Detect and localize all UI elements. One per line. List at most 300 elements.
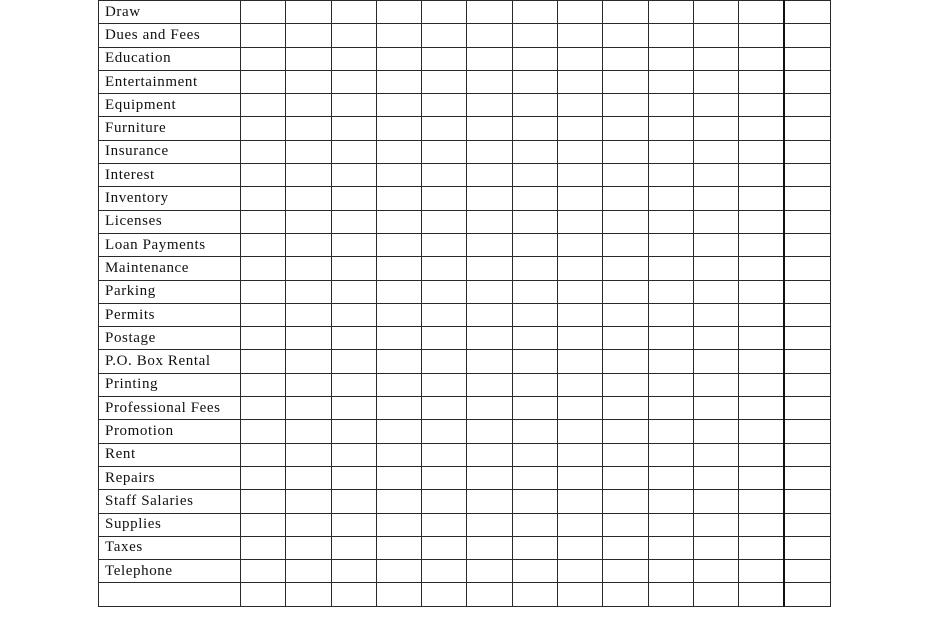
month-amount-cell[interactable] — [467, 164, 512, 187]
month-amount-cell[interactable] — [286, 373, 331, 396]
total-amount-cell[interactable] — [784, 187, 830, 210]
month-amount-cell[interactable] — [376, 490, 421, 513]
month-amount-cell[interactable] — [241, 303, 286, 326]
month-amount-cell[interactable] — [467, 24, 512, 47]
month-amount-cell[interactable] — [422, 70, 467, 93]
month-amount-cell[interactable] — [693, 70, 738, 93]
month-amount-cell[interactable] — [603, 164, 648, 187]
month-amount-cell[interactable] — [331, 513, 376, 536]
month-amount-cell[interactable] — [422, 303, 467, 326]
month-amount-cell[interactable] — [241, 187, 286, 210]
total-amount-cell[interactable] — [784, 164, 830, 187]
month-amount-cell[interactable] — [512, 397, 557, 420]
month-amount-cell[interactable] — [331, 233, 376, 256]
month-amount-cell[interactable] — [603, 280, 648, 303]
month-amount-cell[interactable] — [422, 373, 467, 396]
month-amount-cell[interactable] — [422, 187, 467, 210]
month-amount-cell[interactable] — [739, 24, 784, 47]
month-amount-cell[interactable] — [512, 257, 557, 280]
month-amount-cell[interactable] — [286, 24, 331, 47]
month-amount-cell[interactable] — [331, 583, 376, 606]
month-amount-cell[interactable] — [331, 257, 376, 280]
month-amount-cell[interactable] — [331, 420, 376, 443]
month-amount-cell[interactable] — [693, 420, 738, 443]
month-amount-cell[interactable] — [693, 257, 738, 280]
month-amount-cell[interactable] — [739, 94, 784, 117]
month-amount-cell[interactable] — [376, 303, 421, 326]
month-amount-cell[interactable] — [648, 140, 693, 163]
month-amount-cell[interactable] — [693, 583, 738, 606]
month-amount-cell[interactable] — [648, 420, 693, 443]
month-amount-cell[interactable] — [286, 536, 331, 559]
month-amount-cell[interactable] — [739, 257, 784, 280]
month-amount-cell[interactable] — [739, 327, 784, 350]
month-amount-cell[interactable] — [603, 187, 648, 210]
month-amount-cell[interactable] — [467, 257, 512, 280]
month-amount-cell[interactable] — [603, 327, 648, 350]
month-amount-cell[interactable] — [286, 303, 331, 326]
month-amount-cell[interactable] — [467, 280, 512, 303]
month-amount-cell[interactable] — [558, 466, 603, 489]
month-amount-cell[interactable] — [558, 210, 603, 233]
month-amount-cell[interactable] — [558, 560, 603, 583]
total-amount-cell[interactable] — [784, 233, 830, 256]
month-amount-cell[interactable] — [693, 536, 738, 559]
month-amount-cell[interactable] — [512, 70, 557, 93]
month-amount-cell[interactable] — [739, 513, 784, 536]
month-amount-cell[interactable] — [603, 94, 648, 117]
month-amount-cell[interactable] — [693, 350, 738, 373]
month-amount-cell[interactable] — [603, 47, 648, 70]
month-amount-cell[interactable] — [739, 350, 784, 373]
month-amount-cell[interactable] — [286, 583, 331, 606]
month-amount-cell[interactable] — [603, 1, 648, 24]
month-amount-cell[interactable] — [376, 1, 421, 24]
month-amount-cell[interactable] — [739, 536, 784, 559]
month-amount-cell[interactable] — [467, 210, 512, 233]
month-amount-cell[interactable] — [512, 1, 557, 24]
month-amount-cell[interactable] — [241, 466, 286, 489]
month-amount-cell[interactable] — [603, 70, 648, 93]
total-amount-cell[interactable] — [784, 70, 830, 93]
month-amount-cell[interactable] — [648, 70, 693, 93]
month-amount-cell[interactable] — [376, 47, 421, 70]
month-amount-cell[interactable] — [693, 233, 738, 256]
total-amount-cell[interactable] — [784, 47, 830, 70]
month-amount-cell[interactable] — [739, 210, 784, 233]
month-amount-cell[interactable] — [739, 373, 784, 396]
month-amount-cell[interactable] — [739, 187, 784, 210]
month-amount-cell[interactable] — [467, 187, 512, 210]
month-amount-cell[interactable] — [739, 466, 784, 489]
month-amount-cell[interactable] — [558, 536, 603, 559]
month-amount-cell[interactable] — [512, 513, 557, 536]
month-amount-cell[interactable] — [286, 513, 331, 536]
month-amount-cell[interactable] — [558, 140, 603, 163]
month-amount-cell[interactable] — [467, 140, 512, 163]
month-amount-cell[interactable] — [376, 443, 421, 466]
month-amount-cell[interactable] — [331, 443, 376, 466]
month-amount-cell[interactable] — [376, 420, 421, 443]
month-amount-cell[interactable] — [241, 94, 286, 117]
month-amount-cell[interactable] — [331, 1, 376, 24]
month-amount-cell[interactable] — [422, 280, 467, 303]
month-amount-cell[interactable] — [648, 257, 693, 280]
month-amount-cell[interactable] — [512, 47, 557, 70]
month-amount-cell[interactable] — [648, 164, 693, 187]
month-amount-cell[interactable] — [376, 466, 421, 489]
total-amount-cell[interactable] — [784, 373, 830, 396]
month-amount-cell[interactable] — [241, 443, 286, 466]
month-amount-cell[interactable] — [241, 397, 286, 420]
month-amount-cell[interactable] — [512, 490, 557, 513]
month-amount-cell[interactable] — [422, 350, 467, 373]
month-amount-cell[interactable] — [603, 560, 648, 583]
month-amount-cell[interactable] — [512, 187, 557, 210]
month-amount-cell[interactable] — [558, 583, 603, 606]
month-amount-cell[interactable] — [603, 350, 648, 373]
total-amount-cell[interactable] — [784, 24, 830, 47]
total-amount-cell[interactable] — [784, 513, 830, 536]
month-amount-cell[interactable] — [422, 210, 467, 233]
month-amount-cell[interactable] — [648, 303, 693, 326]
month-amount-cell[interactable] — [603, 210, 648, 233]
month-amount-cell[interactable] — [331, 373, 376, 396]
total-amount-cell[interactable] — [784, 420, 830, 443]
month-amount-cell[interactable] — [286, 70, 331, 93]
month-amount-cell[interactable] — [603, 583, 648, 606]
month-amount-cell[interactable] — [739, 47, 784, 70]
month-amount-cell[interactable] — [376, 536, 421, 559]
month-amount-cell[interactable] — [422, 490, 467, 513]
month-amount-cell[interactable] — [467, 560, 512, 583]
month-amount-cell[interactable] — [422, 117, 467, 140]
month-amount-cell[interactable] — [286, 140, 331, 163]
month-amount-cell[interactable] — [286, 560, 331, 583]
month-amount-cell[interactable] — [422, 94, 467, 117]
month-amount-cell[interactable] — [331, 280, 376, 303]
month-amount-cell[interactable] — [693, 327, 738, 350]
month-amount-cell[interactable] — [286, 164, 331, 187]
month-amount-cell[interactable] — [286, 443, 331, 466]
month-amount-cell[interactable] — [648, 24, 693, 47]
month-amount-cell[interactable] — [558, 303, 603, 326]
month-amount-cell[interactable] — [331, 117, 376, 140]
total-amount-cell[interactable] — [784, 117, 830, 140]
month-amount-cell[interactable] — [422, 420, 467, 443]
month-amount-cell[interactable] — [241, 490, 286, 513]
month-amount-cell[interactable] — [331, 164, 376, 187]
month-amount-cell[interactable] — [648, 327, 693, 350]
month-amount-cell[interactable] — [331, 210, 376, 233]
month-amount-cell[interactable] — [241, 47, 286, 70]
month-amount-cell[interactable] — [739, 397, 784, 420]
month-amount-cell[interactable] — [739, 164, 784, 187]
month-amount-cell[interactable] — [648, 397, 693, 420]
month-amount-cell[interactable] — [739, 117, 784, 140]
month-amount-cell[interactable] — [422, 140, 467, 163]
month-amount-cell[interactable] — [376, 350, 421, 373]
total-amount-cell[interactable] — [784, 397, 830, 420]
month-amount-cell[interactable] — [512, 583, 557, 606]
total-amount-cell[interactable] — [784, 1, 830, 24]
total-amount-cell[interactable] — [784, 210, 830, 233]
total-amount-cell[interactable] — [784, 536, 830, 559]
month-amount-cell[interactable] — [331, 466, 376, 489]
month-amount-cell[interactable] — [376, 164, 421, 187]
month-amount-cell[interactable] — [648, 117, 693, 140]
month-amount-cell[interactable] — [558, 47, 603, 70]
total-amount-cell[interactable] — [784, 350, 830, 373]
month-amount-cell[interactable] — [422, 164, 467, 187]
month-amount-cell[interactable] — [286, 350, 331, 373]
total-amount-cell[interactable] — [784, 94, 830, 117]
month-amount-cell[interactable] — [331, 303, 376, 326]
month-amount-cell[interactable] — [241, 1, 286, 24]
month-amount-cell[interactable] — [241, 583, 286, 606]
month-amount-cell[interactable] — [693, 1, 738, 24]
month-amount-cell[interactable] — [376, 233, 421, 256]
month-amount-cell[interactable] — [512, 164, 557, 187]
month-amount-cell[interactable] — [739, 233, 784, 256]
month-amount-cell[interactable] — [693, 560, 738, 583]
month-amount-cell[interactable] — [648, 443, 693, 466]
month-amount-cell[interactable] — [286, 397, 331, 420]
month-amount-cell[interactable] — [467, 350, 512, 373]
month-amount-cell[interactable] — [286, 187, 331, 210]
month-amount-cell[interactable] — [693, 513, 738, 536]
month-amount-cell[interactable] — [376, 187, 421, 210]
month-amount-cell[interactable] — [648, 583, 693, 606]
month-amount-cell[interactable] — [422, 327, 467, 350]
month-amount-cell[interactable] — [331, 397, 376, 420]
month-amount-cell[interactable] — [376, 257, 421, 280]
month-amount-cell[interactable] — [558, 490, 603, 513]
month-amount-cell[interactable] — [512, 210, 557, 233]
month-amount-cell[interactable] — [286, 257, 331, 280]
month-amount-cell[interactable] — [512, 350, 557, 373]
month-amount-cell[interactable] — [693, 280, 738, 303]
month-amount-cell[interactable] — [376, 513, 421, 536]
month-amount-cell[interactable] — [648, 536, 693, 559]
month-amount-cell[interactable] — [241, 420, 286, 443]
month-amount-cell[interactable] — [376, 24, 421, 47]
month-amount-cell[interactable] — [422, 536, 467, 559]
month-amount-cell[interactable] — [648, 210, 693, 233]
month-amount-cell[interactable] — [739, 560, 784, 583]
month-amount-cell[interactable] — [739, 280, 784, 303]
month-amount-cell[interactable] — [467, 513, 512, 536]
month-amount-cell[interactable] — [693, 490, 738, 513]
month-amount-cell[interactable] — [693, 187, 738, 210]
month-amount-cell[interactable] — [331, 70, 376, 93]
month-amount-cell[interactable] — [693, 466, 738, 489]
month-amount-cell[interactable] — [693, 94, 738, 117]
month-amount-cell[interactable] — [467, 303, 512, 326]
month-amount-cell[interactable] — [693, 47, 738, 70]
month-amount-cell[interactable] — [422, 1, 467, 24]
month-amount-cell[interactable] — [467, 47, 512, 70]
month-amount-cell[interactable] — [286, 420, 331, 443]
month-amount-cell[interactable] — [739, 443, 784, 466]
month-amount-cell[interactable] — [603, 140, 648, 163]
month-amount-cell[interactable] — [422, 257, 467, 280]
month-amount-cell[interactable] — [512, 280, 557, 303]
month-amount-cell[interactable] — [286, 233, 331, 256]
month-amount-cell[interactable] — [286, 47, 331, 70]
total-amount-cell[interactable] — [784, 490, 830, 513]
month-amount-cell[interactable] — [331, 560, 376, 583]
month-amount-cell[interactable] — [241, 560, 286, 583]
month-amount-cell[interactable] — [739, 140, 784, 163]
month-amount-cell[interactable] — [603, 257, 648, 280]
month-amount-cell[interactable] — [331, 140, 376, 163]
month-amount-cell[interactable] — [512, 443, 557, 466]
month-amount-cell[interactable] — [512, 327, 557, 350]
month-amount-cell[interactable] — [693, 303, 738, 326]
total-amount-cell[interactable] — [784, 443, 830, 466]
total-amount-cell[interactable] — [784, 560, 830, 583]
month-amount-cell[interactable] — [648, 560, 693, 583]
month-amount-cell[interactable] — [422, 583, 467, 606]
month-amount-cell[interactable] — [693, 117, 738, 140]
month-amount-cell[interactable] — [241, 117, 286, 140]
month-amount-cell[interactable] — [648, 47, 693, 70]
month-amount-cell[interactable] — [603, 536, 648, 559]
month-amount-cell[interactable] — [241, 327, 286, 350]
month-amount-cell[interactable] — [467, 373, 512, 396]
month-amount-cell[interactable] — [739, 583, 784, 606]
month-amount-cell[interactable] — [558, 350, 603, 373]
month-amount-cell[interactable] — [648, 233, 693, 256]
month-amount-cell[interactable] — [558, 94, 603, 117]
month-amount-cell[interactable] — [693, 164, 738, 187]
month-amount-cell[interactable] — [376, 210, 421, 233]
month-amount-cell[interactable] — [558, 327, 603, 350]
month-amount-cell[interactable] — [603, 420, 648, 443]
month-amount-cell[interactable] — [558, 164, 603, 187]
month-amount-cell[interactable] — [512, 536, 557, 559]
month-amount-cell[interactable] — [693, 443, 738, 466]
month-amount-cell[interactable] — [603, 117, 648, 140]
month-amount-cell[interactable] — [739, 490, 784, 513]
month-amount-cell[interactable] — [241, 513, 286, 536]
month-amount-cell[interactable] — [558, 443, 603, 466]
month-amount-cell[interactable] — [241, 350, 286, 373]
month-amount-cell[interactable] — [467, 1, 512, 24]
month-amount-cell[interactable] — [648, 373, 693, 396]
total-amount-cell[interactable] — [784, 280, 830, 303]
month-amount-cell[interactable] — [241, 280, 286, 303]
month-amount-cell[interactable] — [286, 466, 331, 489]
month-amount-cell[interactable] — [331, 24, 376, 47]
month-amount-cell[interactable] — [422, 24, 467, 47]
month-amount-cell[interactable] — [603, 397, 648, 420]
month-amount-cell[interactable] — [241, 70, 286, 93]
month-amount-cell[interactable] — [739, 1, 784, 24]
month-amount-cell[interactable] — [739, 303, 784, 326]
month-amount-cell[interactable] — [512, 140, 557, 163]
month-amount-cell[interactable] — [558, 397, 603, 420]
month-amount-cell[interactable] — [603, 513, 648, 536]
month-amount-cell[interactable] — [376, 70, 421, 93]
month-amount-cell[interactable] — [603, 233, 648, 256]
month-amount-cell[interactable] — [241, 233, 286, 256]
month-amount-cell[interactable] — [376, 117, 421, 140]
month-amount-cell[interactable] — [376, 373, 421, 396]
month-amount-cell[interactable] — [331, 187, 376, 210]
month-amount-cell[interactable] — [467, 117, 512, 140]
month-amount-cell[interactable] — [331, 490, 376, 513]
month-amount-cell[interactable] — [693, 24, 738, 47]
month-amount-cell[interactable] — [693, 210, 738, 233]
month-amount-cell[interactable] — [603, 443, 648, 466]
month-amount-cell[interactable] — [648, 350, 693, 373]
month-amount-cell[interactable] — [331, 327, 376, 350]
month-amount-cell[interactable] — [376, 94, 421, 117]
month-amount-cell[interactable] — [422, 513, 467, 536]
month-amount-cell[interactable] — [558, 280, 603, 303]
month-amount-cell[interactable] — [558, 24, 603, 47]
month-amount-cell[interactable] — [286, 280, 331, 303]
month-amount-cell[interactable] — [241, 210, 286, 233]
month-amount-cell[interactable] — [422, 47, 467, 70]
total-amount-cell[interactable] — [784, 466, 830, 489]
total-amount-cell[interactable] — [784, 257, 830, 280]
month-amount-cell[interactable] — [241, 257, 286, 280]
month-amount-cell[interactable] — [648, 187, 693, 210]
month-amount-cell[interactable] — [558, 257, 603, 280]
month-amount-cell[interactable] — [467, 536, 512, 559]
month-amount-cell[interactable] — [286, 490, 331, 513]
month-amount-cell[interactable] — [467, 443, 512, 466]
month-amount-cell[interactable] — [422, 397, 467, 420]
month-amount-cell[interactable] — [286, 94, 331, 117]
month-amount-cell[interactable] — [648, 466, 693, 489]
month-amount-cell[interactable] — [603, 24, 648, 47]
month-amount-cell[interactable] — [376, 280, 421, 303]
month-amount-cell[interactable] — [331, 536, 376, 559]
month-amount-cell[interactable] — [512, 560, 557, 583]
month-amount-cell[interactable] — [558, 187, 603, 210]
month-amount-cell[interactable] — [512, 420, 557, 443]
month-amount-cell[interactable] — [512, 94, 557, 117]
total-amount-cell[interactable] — [784, 303, 830, 326]
month-amount-cell[interactable] — [512, 303, 557, 326]
month-amount-cell[interactable] — [558, 117, 603, 140]
month-amount-cell[interactable] — [558, 513, 603, 536]
month-amount-cell[interactable] — [241, 373, 286, 396]
month-amount-cell[interactable] — [648, 94, 693, 117]
month-amount-cell[interactable] — [376, 397, 421, 420]
month-amount-cell[interactable] — [739, 420, 784, 443]
month-amount-cell[interactable] — [467, 70, 512, 93]
month-amount-cell[interactable] — [286, 117, 331, 140]
month-amount-cell[interactable] — [603, 490, 648, 513]
month-amount-cell[interactable] — [422, 443, 467, 466]
total-amount-cell[interactable] — [784, 583, 830, 606]
month-amount-cell[interactable] — [693, 373, 738, 396]
month-amount-cell[interactable] — [331, 350, 376, 373]
month-amount-cell[interactable] — [558, 233, 603, 256]
month-amount-cell[interactable] — [241, 24, 286, 47]
month-amount-cell[interactable] — [376, 583, 421, 606]
month-amount-cell[interactable] — [558, 70, 603, 93]
month-amount-cell[interactable] — [241, 536, 286, 559]
month-amount-cell[interactable] — [376, 560, 421, 583]
month-amount-cell[interactable] — [286, 210, 331, 233]
month-amount-cell[interactable] — [422, 560, 467, 583]
